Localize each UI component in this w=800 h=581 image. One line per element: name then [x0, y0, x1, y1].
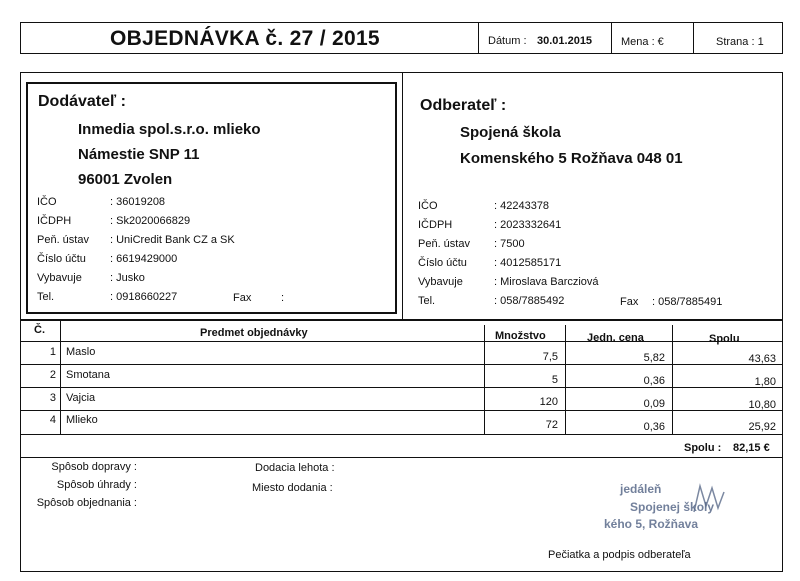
supplier-bank-value: : UniCredit Bank CZ a SK [110, 234, 235, 246]
customer-icdph-value: : 2023332641 [494, 219, 562, 231]
supplier-account-value: : 6619429000 [110, 253, 178, 265]
page-number: Strana : 1 [716, 36, 764, 48]
customer-tel-value: : 058/7885492 [494, 295, 565, 307]
supplier-tel-label: Tel. [37, 291, 55, 303]
items-table [20, 320, 783, 572]
customer-icdph-label: IČDPH [418, 219, 453, 231]
row-no: 1 [49, 346, 56, 358]
row-item: Mlieko [66, 414, 98, 426]
customer-heading: Odberateľ : [420, 97, 507, 114]
date-label: Dátum : [488, 35, 527, 47]
supplier-bank-label: Peň. ústav [37, 234, 89, 246]
supplier-fax-label: Fax [233, 292, 252, 304]
row-total: 43,63 [748, 353, 776, 365]
customer-contact-value: : Miroslava Barcziová [494, 276, 599, 288]
row-qty: 120 [539, 396, 558, 408]
row-price: 0,09 [643, 398, 665, 410]
customer-name: Spojená škola [460, 124, 561, 141]
row-total: 25,92 [748, 421, 776, 433]
row-item: Maslo [66, 346, 96, 358]
customer-tel-label: Tel. [418, 295, 436, 307]
customer-bank-value: : 7500 [494, 238, 525, 250]
supplier-ico-label: IČO [37, 196, 57, 208]
col-header-price: Jedn. cena [587, 332, 644, 344]
currency: Mena : € [621, 36, 664, 48]
order-method: Spôsob objednania : [36, 497, 137, 509]
col-header-no: Č. [34, 324, 45, 336]
row-price: 5,82 [643, 352, 665, 364]
col-header-total: Spolu [709, 333, 740, 345]
row-item: Vajcia [66, 392, 96, 404]
customer-bank-label: Peň. ústav [418, 238, 470, 250]
row-total: 10,80 [748, 399, 776, 411]
supplier-fax-value: : [281, 292, 285, 304]
row-no: 2 [49, 369, 56, 381]
payment-method: Spôsob úhrady : [56, 479, 137, 491]
col-header-item: Predmet objednávky [200, 327, 308, 339]
supplier-icdph-label: IČDPH [37, 215, 72, 227]
transport-method: Spôsob dopravy : [51, 461, 137, 473]
signature-label: Pečiatka a podpis odberateľa [548, 549, 691, 561]
supplier-tel-value: : 0918660227 [110, 291, 178, 303]
supplier-ico-value: : 36019208 [110, 196, 166, 208]
supplier-street: Námestie SNP 11 [78, 146, 200, 163]
supplier-account-label: Číslo účtu [37, 253, 86, 265]
stamp-line-3: kého 5, Rožňava [604, 517, 699, 531]
customer-contact-label: Vybavuje [418, 276, 463, 288]
supplier-icdph-value: : Sk2020066829 [110, 215, 191, 227]
supplier-contact-value: : Jusko [110, 272, 145, 284]
row-qty: 5 [551, 374, 558, 386]
row-no: 3 [49, 392, 56, 404]
sum-value: 82,15 € [733, 442, 770, 454]
customer-address: Komenského 5 Rožňava 048 01 [460, 150, 683, 167]
row-qty: 72 [545, 419, 558, 431]
row-qty: 7,5 [542, 351, 558, 363]
col-header-qty: Množstvo [495, 330, 546, 342]
supplier-heading: Dodávateľ : [38, 93, 126, 110]
stamp-line-2: Spojenej školy [630, 500, 715, 514]
page-title: OBJEDNÁVKA č. 27 / 2015 [110, 27, 380, 50]
customer-fax-value: : 058/7885491 [652, 296, 723, 308]
customer-account-value: : 4012585171 [494, 257, 562, 269]
supplier-name: Inmedia spol.s.r.o. mlieko [78, 121, 261, 138]
date-value: 30.01.2015 [537, 35, 593, 47]
customer-ico-value: : 42243378 [494, 200, 550, 212]
customer-fax-label: Fax [620, 296, 639, 308]
supplier-city: 96001 Zvolen [78, 171, 173, 188]
row-price: 0,36 [643, 421, 665, 433]
supplier-contact-label: Vybavuje [37, 272, 82, 284]
delivery-place: Miesto dodania : [252, 482, 333, 494]
sum-label: Spolu : [684, 442, 722, 454]
row-total: 1,80 [754, 376, 776, 388]
customer-ico-label: IČO [418, 200, 438, 212]
customer-account-label: Číslo účtu [418, 257, 467, 269]
row-no: 4 [49, 414, 56, 426]
signature-icon [690, 478, 730, 518]
delivery-deadline: Dodacia lehota : [255, 462, 335, 474]
row-price: 0,36 [643, 375, 665, 387]
stamp-line-1: jedáleň [620, 482, 662, 496]
row-item: Smotana [66, 369, 111, 381]
